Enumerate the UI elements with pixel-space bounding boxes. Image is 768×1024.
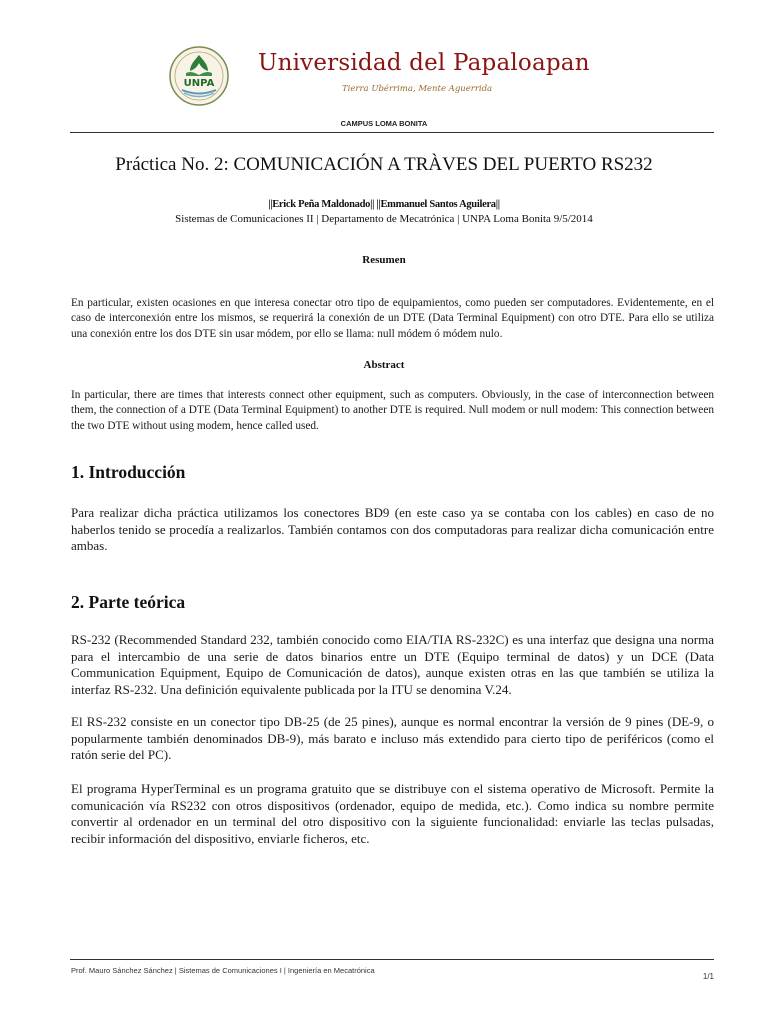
- teorica-paragraph-2: El RS-232 consiste en un conector tipo DB-25 (de 25 pines), aunque es normal encontrar la versión de 9 pines (DE-9, o popularmente también denominados DB-9), más barato e incluso más extendido para cierto tipo de periféricos (como el ratón serie del PC).: [71, 714, 714, 762]
- document-title: Práctica No. 2: COMUNICACIÓN A TRÀVES DEL PUERTO RS232: [115, 154, 653, 175]
- abstract-text: In particular, there are times that interests connect other equipment, such as computers. Obviously, in the case of interconnection between them, the connection of a DTE (Data Terminal Equipment) to another DTE is required. Null modem or null modem: This connection between the two DTE without using modem, hence called used.: [71, 389, 714, 432]
- teorica-heading: 2. Parte teórica: [71, 592, 186, 612]
- abstract-label: Abstract: [363, 359, 405, 371]
- svg-text:UNPA: UNPA: [183, 78, 215, 89]
- university-name: Universidad del Papaloapan: [258, 50, 590, 76]
- university-motto: Tierra Ubérrima, Mente Aguerrida: [342, 84, 493, 94]
- resumen-label: Resumen: [362, 254, 406, 266]
- teorica-paragraph-1: RS-232 (Recommended Standard 232, también conocido como EIA/TIA RS-232C) es una interfaz que designa una norma para el intercambio de una serie de datos binarios entre un DTE (Equipo terminal de datos) y un DCE (Data Communication Equipment, Equipo de Comunicación de datos), aunque existen otras en las que también se utiliza la interfaz RS-232. Una definición equivalente publicada por la ITU se denomina V.24.: [71, 632, 714, 697]
- university-seal-logo: [168, 45, 230, 107]
- page-number: 1/1: [702, 972, 714, 981]
- authors-line: ||Erick Peña Maldonado|| ||Emmanuel Santos Aguilera||: [268, 199, 500, 210]
- footer-divider: [70, 959, 714, 960]
- header-divider: [70, 132, 714, 133]
- footer-credits: Prof. Mauro Sánchez Sánchez | Sistemas de Comunicaciones I | Ingeniería en Mecatrónica: [71, 966, 375, 975]
- intro-heading: 1. Introducción: [71, 462, 186, 482]
- campus-label: CAMPUS LOMA BONITA: [340, 119, 428, 128]
- university-header: [168, 40, 588, 110]
- resumen-text: En particular, existen ocasiones en que interesa conectar otro tipo de equipamientos, como pueden ser computadores. Evidentemente, en el caso de interconexión entre los mismos, se requerirá la conexión de un DTE (Data Terminal Equipment) con otro DTE. Para ello se utiliza una conexión entre los dos DTE sin usar módem, por ello se llama: null módem ó módem nulo.: [71, 297, 714, 340]
- intro-text: Para realizar dicha práctica utilizamos los conectores BD9 (en este caso ya se contaba con los cables) en caso de no haberlos tenido se procedía a realizarlos. También contamos con dos computadoras para realizar dicha comunicación entre ambas.: [71, 505, 714, 553]
- affiliation-line: Sistemas de Comunicaciones II | Departamento de Mecatrónica | UNPA Loma Bonita 9/5/2014: [175, 213, 593, 225]
- teorica-paragraph-3: El programa HyperTerminal es un programa gratuito que se distribuye con el sistema operativo de Microsoft. Permite la comunicación vía RS232 con otros dispositivos (ordenador, equipo de medida, etc.). Como indica su nombre permite convertir al ordenador en un terminal del otro dispositivo con la siguiente funcionalidad: enviarle las teclas pulsadas, recibir información del dispositivo, enviarle ficheros, etc.: [71, 781, 714, 846]
